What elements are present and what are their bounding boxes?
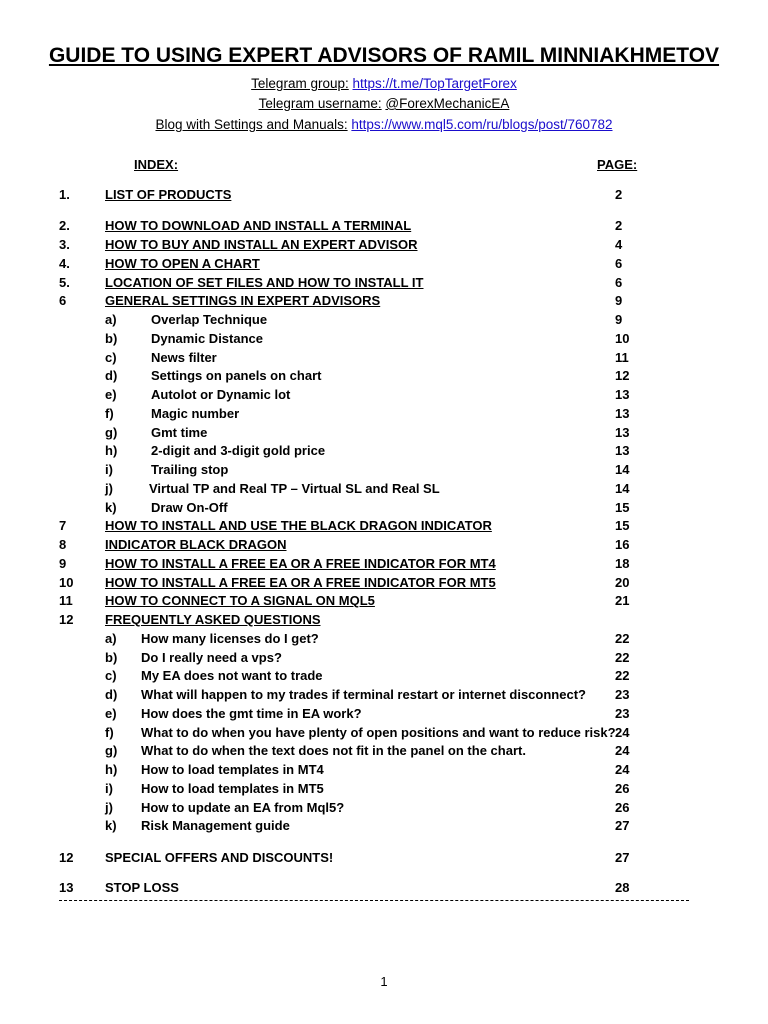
entry-page: 21 [615, 593, 630, 608]
toc-subentry[interactable] [0, 742, 768, 760]
page-number: 1 [380, 974, 388, 989]
subentry-page: 13 [615, 443, 630, 458]
telegram-username-value: @ForexMechanicEA [385, 96, 510, 111]
subentry-letter: i) [105, 781, 113, 796]
subentry-page: 11 [615, 350, 629, 365]
index-heading: INDEX: [134, 157, 179, 172]
telegram-group-link[interactable]: https://t.me/TopTargetForex [352, 76, 517, 91]
subentry-title[interactable]: Magic number [151, 406, 240, 421]
toc-entry[interactable] [0, 611, 768, 629]
toc-entry[interactable] [0, 517, 768, 535]
entry-title[interactable]: HOW TO INSTALL AND USE THE BLACK DRAGON INDICATOR [105, 518, 492, 533]
toc-subentry[interactable] [0, 780, 768, 798]
blog-label: Blog with Settings and Manuals: [155, 117, 348, 132]
subentry-letter: b) [105, 650, 118, 665]
subentry-title[interactable]: How to load templates in MT4 [141, 762, 324, 777]
subentry-page: 26 [615, 781, 630, 796]
toc-subentry[interactable] [0, 442, 768, 460]
blog-line [0, 117, 768, 132]
subentry-letter: a) [105, 312, 117, 327]
entry-number: 7 [59, 518, 67, 533]
subentry-title[interactable]: What to do when you have plenty of open positions and want to reduce risk? [141, 725, 616, 740]
entry-page: 15 [615, 518, 630, 533]
subentry-page: 14 [615, 462, 630, 477]
toc-subentry[interactable] [0, 386, 768, 404]
subentry-title[interactable]: How does the gmt time in EA work? [141, 706, 362, 721]
subentry-page: 10 [615, 331, 630, 346]
entry-title[interactable]: HOW TO BUY AND INSTALL AN EXPERT ADVISOR [105, 237, 418, 252]
subentry-page: 13 [615, 387, 630, 402]
subentry-title[interactable]: What will happen to my trades if terminal restart or internet disconnect? [141, 687, 586, 702]
subentry-page: 26 [615, 800, 630, 815]
subentry-letter: j) [105, 800, 113, 815]
entry-number: 2. [59, 218, 70, 233]
subentry-letter: g) [105, 743, 118, 758]
toc-entry[interactable] [0, 592, 768, 610]
toc-subentry[interactable] [0, 349, 768, 367]
entry-number: 6 [59, 293, 67, 308]
subentry-letter: i) [105, 462, 113, 477]
toc-entry[interactable] [0, 217, 768, 235]
entry-title[interactable]: HOW TO DOWNLOAD AND INSTALL A TERMINAL [105, 218, 412, 233]
subentry-title[interactable]: Dynamic Distance [151, 331, 263, 346]
subentry-title[interactable]: What to do when the text does not fit in the panel on the chart. [141, 743, 526, 758]
subentry-title[interactable]: My EA does not want to trade [141, 668, 323, 683]
entry-number: 11 [59, 593, 73, 608]
subentry-page: 9 [615, 312, 623, 327]
subentry-page: 24 [615, 743, 630, 758]
subentry-letter: k) [105, 500, 117, 515]
entry-page: 20 [615, 575, 630, 590]
toc-subentry[interactable] [0, 630, 768, 648]
subentry-letter: d) [105, 687, 118, 702]
subentry-title[interactable]: News filter [151, 350, 217, 365]
subentry-letter: e) [105, 706, 117, 721]
toc-subentry[interactable] [0, 480, 768, 498]
entry-number: 3. [59, 237, 70, 252]
subentry-page: 23 [615, 687, 630, 702]
subentry-title[interactable]: Trailing stop [151, 462, 229, 477]
entry-number: 13 [59, 880, 74, 895]
subentry-letter: d) [105, 368, 118, 383]
entry-page: 4 [615, 237, 623, 252]
subentry-letter: g) [105, 425, 118, 440]
entry-page: 9 [615, 293, 623, 308]
entry-page: 6 [615, 275, 623, 290]
entry-number: 9 [59, 556, 67, 571]
subentry-page: 14 [615, 481, 630, 496]
subentry-letter: h) [105, 762, 118, 777]
page-heading: PAGE: [597, 157, 638, 172]
subentry-page: 15 [615, 500, 630, 515]
entry-number: 1. [59, 187, 70, 202]
toc-subentry[interactable] [0, 367, 768, 385]
subentry-title[interactable]: Risk Management guide [141, 818, 290, 833]
subentry-title[interactable]: Do I really need a vps? [141, 650, 282, 665]
entry-number: 12 [59, 850, 74, 865]
toc-subentry[interactable] [0, 405, 768, 423]
subentry-letter: c) [105, 668, 117, 683]
entry-title[interactable]: INDICATOR BLACK DRAGON [105, 537, 287, 552]
toc-entry[interactable] [0, 274, 768, 292]
entry-title[interactable]: STOP LOSS [105, 880, 179, 895]
subentry-letter: k) [105, 818, 117, 833]
toc-entry-special-offers[interactable] [0, 849, 768, 867]
dashed-divider [59, 900, 689, 901]
blog-link[interactable]: https://www.mql5.com/ru/blogs/post/760782 [351, 117, 613, 132]
subentry-letter: b) [105, 331, 118, 346]
entry-title[interactable]: HOW TO INSTALL A FREE EA OR A FREE INDICATOR FOR MT4 [105, 556, 496, 571]
subentry-page: 24 [615, 762, 630, 777]
entry-page: 27 [615, 850, 630, 865]
entry-page: 6 [615, 256, 623, 271]
subentry-page: 12 [615, 368, 630, 383]
entry-number: 5. [59, 275, 70, 290]
toc-entry[interactable] [0, 555, 768, 573]
entry-title[interactable]: SPECIAL OFFERS AND DISCOUNTS! [105, 850, 334, 865]
subentry-title[interactable]: Gmt time [151, 425, 208, 440]
subentry-title[interactable]: Draw On-Off [151, 500, 228, 515]
subentry-letter: e) [105, 387, 117, 402]
toc-entry[interactable] [0, 236, 768, 254]
subentry-title[interactable]: Overlap Technique [151, 312, 268, 327]
entry-number: 12 [59, 612, 74, 627]
subentry-letter: f) [105, 725, 114, 740]
subentry-letter: f) [105, 406, 114, 421]
subentry-letter: c) [105, 350, 117, 365]
toc-subentry[interactable] [0, 461, 768, 479]
subentry-title[interactable]: Autolot or Dynamic lot [151, 387, 291, 402]
toc-subentry[interactable] [0, 817, 768, 835]
entry-number: 4. [59, 256, 70, 271]
subentry-page: 27 [615, 818, 630, 833]
subentry-title[interactable]: How to load templates in MT5 [141, 781, 324, 796]
toc-subentry[interactable] [0, 799, 768, 817]
entry-title[interactable]: HOW TO INSTALL A FREE EA OR A FREE INDICATOR FOR MT5 [105, 575, 496, 590]
subentry-title[interactable]: Settings on panels on chart [151, 368, 322, 383]
toc-subentry[interactable] [0, 424, 768, 442]
telegram-group-label: Telegram group: [251, 76, 349, 91]
entry-number: 8 [59, 537, 67, 552]
toc-subentry[interactable] [0, 761, 768, 779]
subentry-page: 24 [615, 725, 630, 740]
telegram-username-label: Telegram username: [258, 96, 382, 111]
entry-page: 16 [615, 537, 630, 552]
entry-title[interactable]: LIST OF PRODUCTS [105, 187, 232, 202]
subentry-title[interactable]: How many licenses do I get? [141, 631, 319, 646]
toc-entry[interactable] [0, 186, 768, 204]
toc-subentry[interactable] [0, 724, 768, 742]
toc-entry[interactable] [0, 255, 768, 273]
entry-title[interactable]: GENERAL SETTINGS IN EXPERT ADVISORS [105, 293, 381, 308]
toc-subentry[interactable] [0, 649, 768, 667]
toc-entry[interactable] [0, 536, 768, 554]
subentry-title[interactable]: How to update an EA from Mql5? [141, 800, 345, 815]
entry-page: 2 [615, 187, 623, 202]
subentry-page: 22 [615, 650, 630, 665]
toc-subentry[interactable] [0, 705, 768, 723]
subentry-letter: h) [105, 443, 118, 458]
toc-subentry[interactable] [0, 311, 768, 329]
subentry-page: 13 [615, 425, 630, 440]
entry-title[interactable]: HOW TO OPEN A CHART [105, 256, 260, 271]
document-title: GUIDE TO USING EXPERT ADVISORS OF RAMIL MINNIAKHMETOV [48, 44, 720, 67]
subentry-page: 22 [615, 668, 630, 683]
toc-subentry[interactable] [0, 667, 768, 685]
telegram-username-line [0, 96, 768, 111]
subentry-page: 22 [615, 631, 630, 646]
subentry-page: 23 [615, 706, 630, 721]
toc-subentry[interactable] [0, 330, 768, 348]
subentry-letter: j) [105, 481, 113, 496]
entry-title[interactable]: FREQUENTLY ASKED QUESTIONS [105, 612, 321, 627]
subentry-title[interactable]: Virtual TP and Real TP – Virtual SL and Real SL [149, 481, 440, 496]
toc-subentry[interactable] [0, 499, 768, 517]
subentry-title[interactable]: 2-digit and 3-digit gold price [151, 443, 326, 458]
entry-title[interactable]: HOW TO CONNECT TO A SIGNAL ON MQL5 [105, 593, 375, 608]
toc-entry[interactable] [0, 574, 768, 592]
subentry-page: 13 [615, 406, 630, 421]
telegram-group-line [0, 76, 768, 91]
subentry-letter: a) [105, 631, 117, 646]
toc-subentry[interactable] [0, 686, 768, 704]
toc-entry[interactable] [0, 292, 768, 310]
entry-page: 18 [615, 556, 630, 571]
entry-page: 28 [615, 880, 630, 895]
entry-page: 2 [615, 218, 623, 233]
toc-entry-stop-loss[interactable] [0, 879, 768, 897]
entry-number: 10 [59, 575, 74, 590]
entry-title[interactable]: LOCATION OF SET FILES AND HOW TO INSTALL IT [105, 275, 424, 290]
